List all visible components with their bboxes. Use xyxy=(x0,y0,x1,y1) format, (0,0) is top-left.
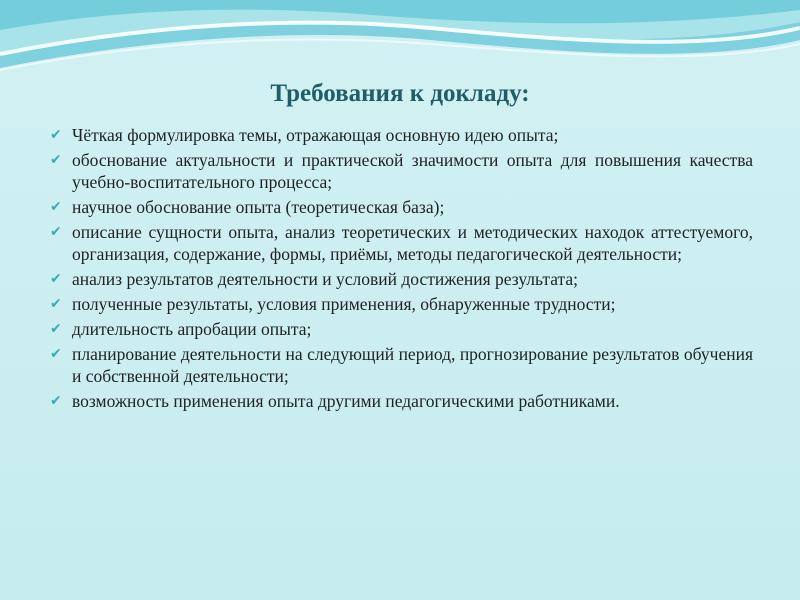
list-item-text: возможность применения опыта другими педагогическими работниками. xyxy=(72,391,620,411)
slide-title: Требования к докладу: xyxy=(270,80,530,107)
list-item xyxy=(50,149,753,193)
list-item xyxy=(50,268,753,290)
list-item xyxy=(50,196,753,218)
checkmark-icon: ✔ xyxy=(50,296,62,312)
list-item xyxy=(50,318,753,340)
checkmark-icon: ✔ xyxy=(50,152,62,168)
checkmark-icon: ✔ xyxy=(50,393,62,409)
checkmark-icon: ✔ xyxy=(50,271,62,287)
list-item xyxy=(50,390,753,412)
list-item xyxy=(50,221,753,265)
list-item-text: обоснование актуальности и практической значимости опыта для повышения качества учебно-воспитательного процесса; xyxy=(72,150,753,192)
checkmark-icon: ✔ xyxy=(50,199,62,215)
requirements-list xyxy=(50,124,753,415)
list-item xyxy=(50,343,753,387)
list-item-text: описание сущности опыта, анализ теоретических и методических находок аттестуемого, организация, содержание, формы, приёмы, методы педагогической деятельности; xyxy=(72,222,753,264)
list-item-text: научное обоснование опыта (теоретическая база); xyxy=(72,197,445,217)
list-item xyxy=(50,124,753,146)
list-item-text: анализ результатов деятельности и условий достижения результата; xyxy=(72,269,579,289)
list-item-text: полученные результаты, условия применения, обнаруженные трудности; xyxy=(72,294,616,314)
checkmark-icon: ✔ xyxy=(50,346,62,362)
list-item xyxy=(50,293,753,315)
checkmark-icon: ✔ xyxy=(50,321,62,337)
list-item-text: Чёткая формулировка темы, отражающая основную идею опыта; xyxy=(72,125,559,145)
checkmark-icon: ✔ xyxy=(50,224,62,240)
list-item-text: длительность апробации опыта; xyxy=(72,319,312,339)
checkmark-icon: ✔ xyxy=(50,127,62,143)
list-item-text: планирование деятельности на следующий период, прогнозирование результатов обучения и собственной деятельности; xyxy=(72,344,753,386)
